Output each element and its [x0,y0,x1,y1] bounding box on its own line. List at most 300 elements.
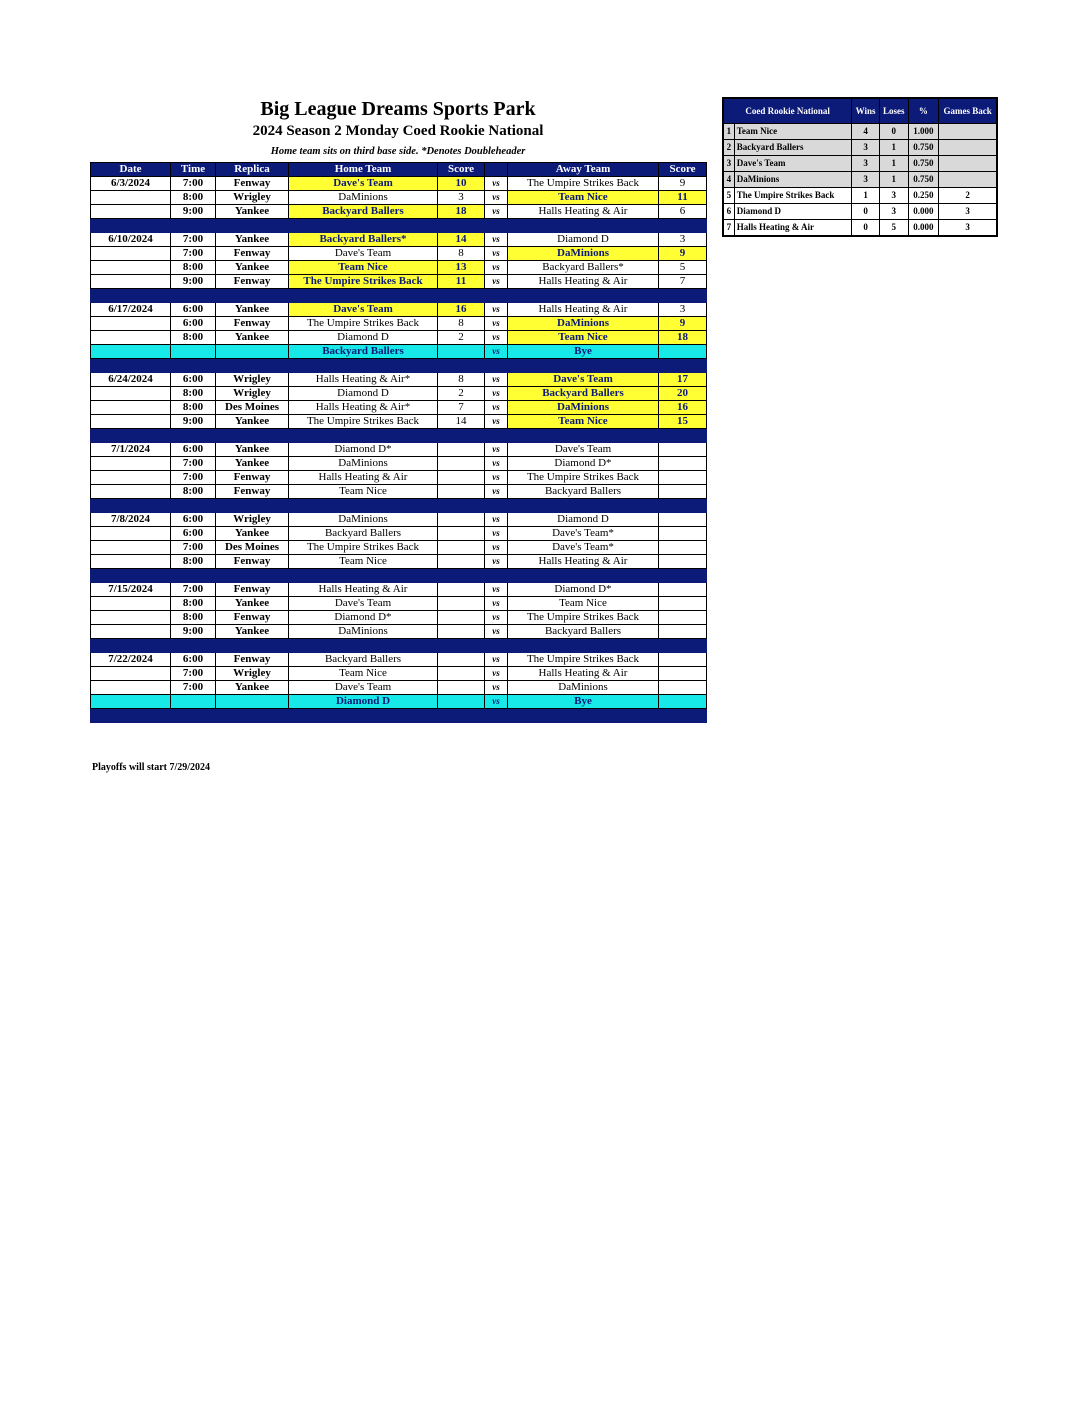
standing-wins: 3 [852,140,880,156]
game-replica: Wrigley [216,387,289,401]
home-score: 2 [438,387,485,401]
standing-pct: 0.750 [908,172,939,188]
game-time: 7:00 [171,471,216,485]
standings-pct-header: % [908,98,939,124]
game-date [91,261,171,275]
home-team: DaMinions [289,625,438,639]
home-score: 7 [438,401,485,415]
separator-cell [289,639,438,653]
away-score: 16 [659,401,707,415]
separator-cell [438,639,485,653]
home-team: Diamond D* [289,443,438,457]
home-team: Dave's Team [289,303,438,317]
separator-cell [171,289,216,303]
away-score [659,625,707,639]
vs-label: vs [485,415,508,429]
separator-cell [508,219,659,233]
game-row [91,541,707,555]
game-time: 8:00 [171,611,216,625]
home-score [438,541,485,555]
separator-cell [438,219,485,233]
standing-rank: 5 [723,188,734,204]
away-score: 20 [659,387,707,401]
game-time: 8:00 [171,401,216,415]
standing-team: The Umpire Strikes Back [734,188,852,204]
away-score [659,457,707,471]
separator-cell [485,359,508,373]
game-replica: Wrigley [216,667,289,681]
home-team: DaMinions [289,513,438,527]
game-date [91,457,171,471]
away-team: Dave's Team [508,373,659,387]
vs-label: vs [485,597,508,611]
schedule-header-row [91,163,707,177]
game-row [91,443,707,457]
game-date [91,611,171,625]
game-date: 6/10/2024 [91,233,171,247]
vs-label: vs [485,205,508,219]
game-replica: Yankee [216,233,289,247]
away-score: 6 [659,205,707,219]
home-team: Diamond D* [289,611,438,625]
game-row [91,583,707,597]
game-replica: Yankee [216,443,289,457]
game-date: 6/3/2024 [91,177,171,191]
game-time: 8:00 [171,387,216,401]
game-row [91,205,707,219]
game-time: 9:00 [171,625,216,639]
home-score: 8 [438,373,485,387]
home-score [438,555,485,569]
game-replica: Yankee [216,527,289,541]
game-row [91,611,707,625]
home-team: Dave's Team [289,247,438,261]
home-team: Backyard Ballers [289,653,438,667]
standings-loses-header: Loses [879,98,908,124]
game-replica: Fenway [216,247,289,261]
col-replica: Replica [216,163,289,177]
home-score [438,345,485,359]
standings-row [723,188,997,204]
game-replica [216,345,289,359]
game-time: 8:00 [171,555,216,569]
standing-games-back: 2 [939,188,997,204]
game-replica: Fenway [216,583,289,597]
separator-cell [485,639,508,653]
vs-label: vs [485,611,508,625]
separator-cell [216,639,289,653]
separator-cell [289,359,438,373]
standing-loses: 5 [879,220,908,237]
home-score [438,485,485,499]
vs-label: vs [485,667,508,681]
standing-pct: 0.000 [908,204,939,220]
game-replica: Yankee [216,261,289,275]
standings-row [723,156,997,172]
game-row [91,191,707,205]
standing-loses: 1 [879,156,908,172]
game-row [91,401,707,415]
home-score: 8 [438,247,485,261]
game-date [91,667,171,681]
home-team: Halls Heating & Air* [289,401,438,415]
separator-cell [216,359,289,373]
home-team: DaMinions [289,191,438,205]
separator-cell [289,709,438,723]
game-date [91,345,171,359]
standings-wins-header: Wins [852,98,880,124]
playoffs-note: Playoffs will start 7/29/2024 [92,762,211,773]
game-date [91,485,171,499]
game-date: 7/22/2024 [91,653,171,667]
game-time: 6:00 [171,527,216,541]
game-replica: Wrigley [216,191,289,205]
home-score [438,513,485,527]
schedule-body [91,177,707,723]
game-date [91,471,171,485]
away-team: DaMinions [508,401,659,415]
game-date [91,331,171,345]
col-home-team: Home Team [289,163,438,177]
standing-team: DaMinions [734,172,852,188]
away-score [659,443,707,457]
separator-cell [438,429,485,443]
home-team: Backyard Ballers* [289,233,438,247]
game-time: 6:00 [171,303,216,317]
home-score [438,695,485,709]
home-team: Halls Heating & Air [289,471,438,485]
away-score: 3 [659,303,707,317]
game-time: 7:00 [171,177,216,191]
standing-loses: 1 [879,172,908,188]
game-date: 6/17/2024 [91,303,171,317]
home-score [438,653,485,667]
away-team: Backyard Ballers* [508,261,659,275]
schedule-table [90,162,707,723]
standing-wins: 0 [852,204,880,220]
home-score [438,527,485,541]
standings-table [722,97,998,237]
separator-cell [659,359,707,373]
away-team: Bye [508,345,659,359]
standing-rank: 2 [723,140,734,156]
standings-header-row [723,98,997,124]
away-score [659,527,707,541]
col-home-score: Score [438,163,485,177]
standing-rank: 4 [723,172,734,188]
game-date [91,555,171,569]
bye-row [91,345,707,359]
game-replica: Fenway [216,317,289,331]
away-score: 9 [659,247,707,261]
game-date [91,415,171,429]
standings-row [723,172,997,188]
game-row [91,555,707,569]
game-replica [216,695,289,709]
game-replica: Fenway [216,611,289,625]
separator-cell [508,639,659,653]
standing-wins: 4 [852,124,880,140]
home-score [438,667,485,681]
vs-label: vs [485,527,508,541]
col-date: Date [91,163,171,177]
standings-row [723,220,997,237]
away-team: Diamond D* [508,457,659,471]
away-team: Team Nice [508,597,659,611]
week-separator [91,429,707,443]
home-team: DaMinions [289,457,438,471]
away-team: Bye [508,695,659,709]
game-time: 7:00 [171,247,216,261]
standings-row [723,124,997,140]
separator-cell [659,219,707,233]
standing-games-back: 3 [939,204,997,220]
home-team: Team Nice [289,667,438,681]
game-row [91,415,707,429]
game-row [91,331,707,345]
standing-team: Team Nice [734,124,852,140]
away-score: 9 [659,177,707,191]
game-replica: Fenway [216,177,289,191]
away-team: Team Nice [508,191,659,205]
standing-pct: 0.750 [908,140,939,156]
game-time: 6:00 [171,653,216,667]
away-team: The Umpire Strikes Back [508,471,659,485]
standing-rank: 3 [723,156,734,172]
separator-cell [289,499,438,513]
game-date: 7/15/2024 [91,583,171,597]
game-replica: Yankee [216,597,289,611]
separator-cell [91,429,171,443]
standings-body [723,124,997,237]
away-team: Dave's Team* [508,541,659,555]
away-score [659,583,707,597]
home-team: Team Nice [289,261,438,275]
game-date [91,247,171,261]
standings-league-header: Coed Rookie National [723,98,852,124]
home-team: Diamond D [289,387,438,401]
away-score [659,695,707,709]
standing-wins: 0 [852,220,880,237]
separator-cell [91,709,171,723]
standing-team: Backyard Ballers [734,140,852,156]
separator-cell [485,219,508,233]
game-time: 7:00 [171,667,216,681]
home-score: 8 [438,317,485,331]
vs-label: vs [485,191,508,205]
game-time: 9:00 [171,205,216,219]
away-team: Backyard Ballers [508,485,659,499]
week-separator [91,359,707,373]
game-time [171,345,216,359]
separator-cell [659,709,707,723]
away-score [659,681,707,695]
away-score: 15 [659,415,707,429]
separator-cell [485,709,508,723]
separator-cell [171,429,216,443]
game-row [91,653,707,667]
vs-label: vs [485,443,508,457]
home-team: Backyard Ballers [289,527,438,541]
standing-loses: 1 [879,140,908,156]
standings-gb-header: Games Back [939,98,997,124]
vs-label: vs [485,275,508,289]
vs-label: vs [485,387,508,401]
away-team: Diamond D [508,233,659,247]
game-replica: Wrigley [216,373,289,387]
separator-cell [508,499,659,513]
week-separator [91,569,707,583]
home-team: Halls Heating & Air [289,583,438,597]
vs-label: vs [485,653,508,667]
game-replica: Fenway [216,471,289,485]
standing-loses: 3 [879,204,908,220]
game-replica: Fenway [216,275,289,289]
standing-team: Halls Heating & Air [734,220,852,237]
separator-cell [91,569,171,583]
vs-label: vs [485,401,508,415]
separator-cell [438,569,485,583]
home-team: Backyard Ballers [289,345,438,359]
separator-cell [438,359,485,373]
standing-loses: 0 [879,124,908,140]
separator-cell [171,499,216,513]
vs-label: vs [485,247,508,261]
home-score: 13 [438,261,485,275]
separator-cell [659,499,707,513]
game-time: 9:00 [171,275,216,289]
separator-cell [659,289,707,303]
page-subtitle: 2024 Season 2 Monday Coed Rookie National [252,123,544,139]
away-team: Team Nice [508,331,659,345]
separator-cell [216,429,289,443]
game-row [91,387,707,401]
game-date: 6/24/2024 [91,373,171,387]
vs-label: vs [485,681,508,695]
separator-cell [171,569,216,583]
game-replica: Fenway [216,653,289,667]
separator-cell [485,289,508,303]
game-time: 7:00 [171,233,216,247]
home-team: Team Nice [289,485,438,499]
standing-pct: 1.000 [908,124,939,140]
away-team: Diamond D* [508,583,659,597]
home-score: 11 [438,275,485,289]
vs-label: vs [485,471,508,485]
game-row [91,317,707,331]
game-date: 7/8/2024 [91,513,171,527]
game-replica: Yankee [216,303,289,317]
away-team: The Umpire Strikes Back [508,177,659,191]
home-team: Dave's Team [289,177,438,191]
standing-games-back [939,156,997,172]
vs-label: vs [485,233,508,247]
week-separator [91,289,707,303]
home-score [438,611,485,625]
away-score: 9 [659,317,707,331]
vs-label: vs [485,177,508,191]
away-team: The Umpire Strikes Back [508,611,659,625]
separator-cell [659,569,707,583]
game-replica: Yankee [216,205,289,219]
standing-wins: 1 [852,188,880,204]
separator-cell [171,219,216,233]
bye-row [91,695,707,709]
standings-row [723,204,997,220]
separator-cell [508,289,659,303]
away-score [659,485,707,499]
away-team: Team Nice [508,415,659,429]
game-date [91,191,171,205]
home-score: 10 [438,177,485,191]
away-team: The Umpire Strikes Back [508,653,659,667]
game-time: 8:00 [171,485,216,499]
game-replica: Yankee [216,681,289,695]
game-replica: Des Moines [216,541,289,555]
game-row [91,303,707,317]
standing-rank: 7 [723,220,734,237]
standing-pct: 0.000 [908,220,939,237]
away-score [659,653,707,667]
schedule-note: Home team sits on third base side. *Denotes Doubleheader [270,146,526,157]
home-score: 2 [438,331,485,345]
home-score [438,443,485,457]
game-replica: Wrigley [216,513,289,527]
game-date [91,541,171,555]
standing-wins: 3 [852,156,880,172]
game-date [91,401,171,415]
away-score: 3 [659,233,707,247]
away-score: 18 [659,331,707,345]
game-date [91,205,171,219]
away-team: Backyard Ballers [508,387,659,401]
game-replica: Des Moines [216,401,289,415]
separator-cell [438,499,485,513]
week-separator [91,219,707,233]
game-time: 8:00 [171,597,216,611]
standing-wins: 3 [852,172,880,188]
separator-cell [289,569,438,583]
away-score [659,471,707,485]
away-score: 7 [659,275,707,289]
game-row [91,261,707,275]
away-team: Halls Heating & Air [508,275,659,289]
vs-label: vs [485,555,508,569]
separator-cell [438,289,485,303]
game-row [91,177,707,191]
home-score [438,471,485,485]
separator-cell [91,289,171,303]
separator-cell [659,429,707,443]
away-score [659,345,707,359]
separator-cell [485,499,508,513]
game-time: 8:00 [171,191,216,205]
vs-label: vs [485,695,508,709]
away-score [659,611,707,625]
away-team: Dave's Team [508,443,659,457]
away-score: 5 [659,261,707,275]
game-date [91,387,171,401]
separator-cell [91,219,171,233]
vs-label: vs [485,485,508,499]
game-time: 8:00 [171,261,216,275]
away-score [659,541,707,555]
home-team: The Umpire Strikes Back [289,275,438,289]
game-replica: Yankee [216,331,289,345]
week-separator [91,709,707,723]
separator-cell [91,499,171,513]
standing-team: Dave's Team [734,156,852,172]
